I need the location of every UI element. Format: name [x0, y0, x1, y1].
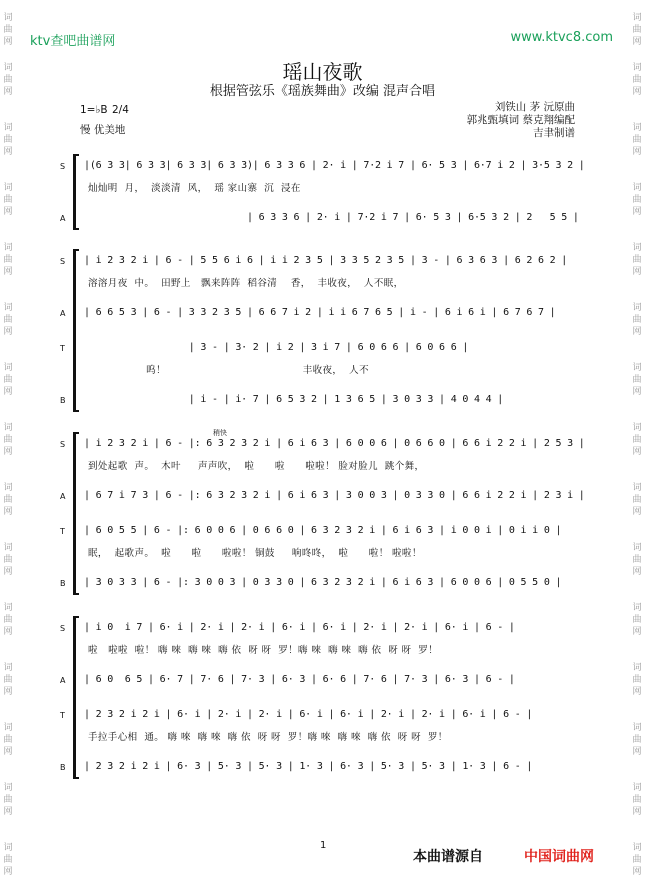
song-title: 瑶山夜歌	[282, 60, 363, 84]
watermark-text: 词 曲 网	[3, 783, 13, 818]
notation-line: | 3 0 3 3 | 6 - |: 3 0 0 3 | 0 3 3 0 | 6 3 2 3 2 i | 6 i 6 3 | 6 0 0 6 | 0 5 5 0 |	[84, 577, 562, 588]
watermark-text: 词 曲 网	[3, 183, 13, 218]
part-label: S	[60, 257, 66, 266]
watermark-text: 词 曲 网	[3, 363, 13, 398]
watermark-text: 词 曲 网	[632, 483, 642, 518]
part-label: A	[60, 309, 66, 318]
watermark-text: 词 曲 网	[3, 663, 13, 698]
key-signature: 1=♭B	[80, 104, 108, 116]
credit-engraver: 吉聿制谱	[533, 127, 575, 139]
system-brace	[73, 616, 76, 779]
watermark-text: 词 曲 网	[3, 483, 13, 518]
tempo-marking: 慢 优美地	[80, 124, 126, 136]
system-brace	[73, 432, 76, 595]
song-subtitle: 根据管弦乐《瑶族舞曲》改编 混声合唱	[209, 84, 436, 99]
footer-site-link[interactable]: 中国词曲网	[524, 849, 594, 865]
watermark-text: 词 曲 网	[632, 783, 642, 818]
watermark-text: 词 曲 网	[632, 363, 642, 398]
lyric-line: 呜！ 丰收夜， 人不	[88, 365, 369, 376]
system-brace	[73, 249, 76, 412]
part-label: A	[60, 492, 66, 501]
watermark-text: 词 曲 网	[3, 63, 13, 98]
lyric-line: 眠， 起歌声。 啦 啦 啦啦！ 铜鼓 响咚咚， 啦 啦！ 啦啦！	[88, 548, 422, 559]
lyric-line: 溶溶月夜 中。 田野上 飘来阵阵 稻谷清 香， 丰收夜， 人不眠，	[88, 278, 404, 289]
system-brace	[73, 154, 76, 230]
notation-line: | 6 3 3 6 | 2· i | 7·2 i 7 | 6· 5 3 | 6·5 3 2 | 2 5 5 |	[84, 212, 579, 223]
page-number: 1	[320, 840, 327, 851]
notation-line: | 3 - | 3· 2 | i 2 | 3 i 7 | 6 0 6 6 | 6 0 6 6 |	[84, 342, 469, 353]
notation-line: | 6 6 5 3 | 6 - | 3 3 2 3 5 | 6 6 7 i 2 | i i 6 7 6 5 | i - | 6 i 6 i | 6 7 6 7 |	[84, 307, 556, 318]
watermark-text: 词 曲 网	[3, 543, 13, 578]
part-label: B	[60, 579, 66, 588]
part-label: T	[60, 711, 65, 720]
lyric-line: 啦 啦啦 啦！ 嗨 唻 嗨 唻 嗨 依 呀 呀 罗！嗨 唻 嗨 唻 嗨 依 呀 呀 罗！	[88, 645, 439, 656]
part-label: A	[60, 676, 66, 685]
part-label: S	[60, 440, 66, 449]
time-signature: 2/4	[112, 104, 129, 116]
part-label: B	[60, 396, 66, 405]
part-label: A	[60, 214, 66, 223]
notation-line: | 6 7 i 7 3 | 6 - |: 6 3 2 3 2 i | 6 i 6 3 | 3 0 0 3 | 0 3 3 0 | 6 6 i 2 2 i | 2 3 i |	[84, 490, 585, 501]
lyric-line: 灿灿明 月， 淡淡清 风， 瑶 家山寨 沉 浸在	[88, 183, 301, 194]
notation-line: | i 2 3 2 i | 6 - |: 6 3 2 3 2 i | 6 i 6 3 | 6 0 0 6 | 0 6 6 0 | 6 6 i 2 2 i | 2 5 3 |	[84, 438, 585, 449]
part-label: B	[60, 763, 66, 772]
notation-line: | i 0 i 7 | 6· i | 2· i | 2· i | 6· i | 6· i | 2· i | 2· i | 6· i | 6 - |	[84, 622, 515, 633]
notation-line: | 2 3 2 i 2 i | 6· 3 | 5· 3 | 5· 3 | 1· 3 | 6· 3 | 5· 3 | 5· 3 | 1· 3 | 6 - |	[84, 761, 533, 772]
watermark-text: 词 曲 网	[632, 13, 642, 48]
watermark-text: 词 曲 网	[632, 123, 642, 158]
site-url-right[interactable]: www.ktvc8.com	[510, 30, 613, 45]
part-label: S	[60, 162, 66, 171]
footer-source-label: 本曲谱源自	[413, 849, 483, 865]
lyric-line: 到处起歌 声。 木叶 声声吹， 啦 啦 啦啦！ 脸对脸儿 跳个舞，	[88, 461, 425, 472]
part-label: T	[60, 527, 65, 536]
watermark-text: 词 曲 网	[3, 423, 13, 458]
watermark-text: 词 曲 网	[632, 843, 642, 878]
watermark-text: 词 曲 网	[632, 423, 642, 458]
notation-line: | 2 3 2 i 2 i | 6· i | 2· i | 2· i | 6· i | 6· i | 2· i | 2· i | 6· i | 6 - |	[84, 709, 533, 720]
part-label: S	[60, 624, 66, 633]
notation-line: | 6 0 5 5 | 6 - |: 6 0 0 6 | 0 6 6 0 | 6 3 2 3 2 i | 6 i 6 3 | i 0 0 i | 0 i i 0 |	[84, 525, 562, 536]
watermark-text: 词 曲 网	[632, 663, 642, 698]
site-name-left[interactable]: ktv查吧曲谱网	[30, 34, 116, 49]
watermark-text: 词 曲 网	[3, 123, 13, 158]
notation-line: |(6 3 3| 6 3 3| 6 3 3| 6 3 3)| 6 3 3 6 | 2· i | 7·2 i 7 | 6· 5 3 | 6·7 i 2 | 3·5 3 2 |	[84, 160, 585, 171]
watermark-text: 词 曲 网	[632, 603, 642, 638]
watermark-text: 词 曲 网	[632, 303, 642, 338]
watermark-text: 词 曲 网	[3, 723, 13, 758]
credit-composer: 刘铁山 茅 沅原曲	[494, 101, 575, 113]
watermark-text: 词 曲 网	[632, 63, 642, 98]
credit-lyricist-arranger: 郭兆甄填词 蔡克翔编配	[466, 114, 575, 126]
watermark-text: 词 曲 网	[3, 303, 13, 338]
notation-line: | i 2 3 2 i | 6 - | 5 5 6 i 6 | i i 2 3 5 | 3 3 5 2 3 5 | 3 - | 6 3 6 3 | 6 2 6 2 |	[84, 255, 568, 266]
watermark-text: 词 曲 网	[3, 843, 13, 878]
watermark-text: 词 曲 网	[632, 183, 642, 218]
tempo-change-mark: 稍快	[213, 429, 227, 437]
part-label: T	[60, 344, 65, 353]
watermark-text: 词 曲 网	[3, 13, 13, 48]
notation-line: | i - | i· 7 | 6 5 3 2 | 1 3 6 5 | 3 0 3 3 | 4 0 4 4 |	[84, 394, 504, 405]
lyric-line: 手拉手心相 通。 嗨 唻 嗨 唻 嗨 依 呀 呀 罗！嗨 唻 嗨 唻 嗨 依 呀 呀 罗！	[88, 732, 448, 743]
watermark-text: 词 曲 网	[632, 723, 642, 758]
watermark-text: 词 曲 网	[632, 543, 642, 578]
notation-line: | 6 0 6 5 | 6· 7 | 7· 6 | 7· 3 | 6· 3 | 6· 6 | 7· 6 | 7· 3 | 6· 3 | 6 - |	[84, 674, 515, 685]
watermark-text: 词 曲 网	[3, 243, 13, 278]
watermark-text: 词 曲 网	[632, 243, 642, 278]
watermark-text: 词 曲 网	[3, 603, 13, 638]
